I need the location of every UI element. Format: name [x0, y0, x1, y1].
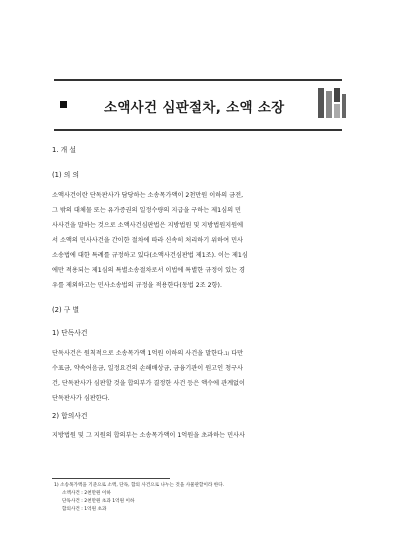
- paragraph-panel: [52, 428, 346, 443]
- text-line: 소액사건이란 단독판사가 담당하는 소송목가액이 2천만원 이하의 금전,: [52, 192, 244, 199]
- text-fragment: 다만: [231, 350, 244, 357]
- decorative-bars-icon: [318, 88, 346, 118]
- text-line: 에만 적용되는 제1심의 특별소송절차로서 이법에 특별한 규정이 있는 경: [52, 267, 246, 274]
- section-heading: 1. 개 설: [52, 146, 76, 154]
- subsection-heading: (1) 의 의: [52, 171, 80, 179]
- text-fragment: 단독사건은 원칙적으로 소송목가액 1억원 이하의 사건을 말한다.: [52, 350, 226, 357]
- text-line: 그 밖의 대체물 또는 유가증권의 일정수량의 지급을 구하는 제1심의 민: [52, 207, 241, 214]
- footnote-text: 1) 소송목가액을 기준으로 소액, 단독, 합의 사건으로 나누는 것을 사물관할이라 한다.: [54, 483, 225, 488]
- text-line: 지방법원 및 그 지원의 합의부는 소송목가액이 1억원을 초과하는 민사사: [52, 432, 246, 439]
- text-line: 서 소액의 민사사건을 간이한 절차에 따라 신속히 처리하기 위하여 민사: [52, 237, 244, 244]
- subsection-heading: (2) 구 별: [52, 306, 80, 314]
- text-line: [52, 346, 346, 361]
- title-bar: [52, 92, 344, 120]
- paragraph-definition: [52, 188, 346, 293]
- footnote-line: 합의사건 : 1억원 초과: [62, 507, 107, 512]
- text-line: 단독판사가 심판한다.: [52, 395, 110, 402]
- text-line: 소송법에 대한 특례를 규정하고 있다(소액사건심판법 제1조). 이는 제1심: [52, 252, 248, 259]
- text-line: 사사건을 말하는 것으로 소액사건심판법은 지방법원 및 지방법원지원에: [52, 222, 244, 229]
- footnote-line: 단독사건 : 2천만원 초과 1억원 이하: [62, 499, 135, 504]
- footnote-rule: [52, 478, 170, 479]
- footnote-line: 소액사건 : 2천만원 이하: [62, 491, 111, 496]
- footnote-ref[interactable]: 1): [225, 351, 230, 356]
- title-top-rule: [54, 79, 342, 81]
- square-bullet-icon: [60, 101, 67, 108]
- item-heading: 1) 단독사건: [52, 329, 88, 337]
- paragraph-single-judge: [52, 346, 346, 406]
- title-bottom-rule: [54, 129, 342, 131]
- text-line: 수표금, 약속어음금, 일정요건의 손해배상금, 금융기관이 원고인 청구사: [52, 365, 244, 372]
- text-line: 건, 단독판사가 심판할 것을 합의부가 결정한 사건 등은 액수에 관계없이: [52, 380, 246, 387]
- item-heading: 2) 합의사건: [52, 412, 88, 420]
- text-line: 우를 제외하고는 민사소송법의 규정을 적용한다(동법 2조 2항).: [52, 282, 222, 289]
- page-title: 소액사건 심판절차, 소액 소장: [104, 100, 285, 116]
